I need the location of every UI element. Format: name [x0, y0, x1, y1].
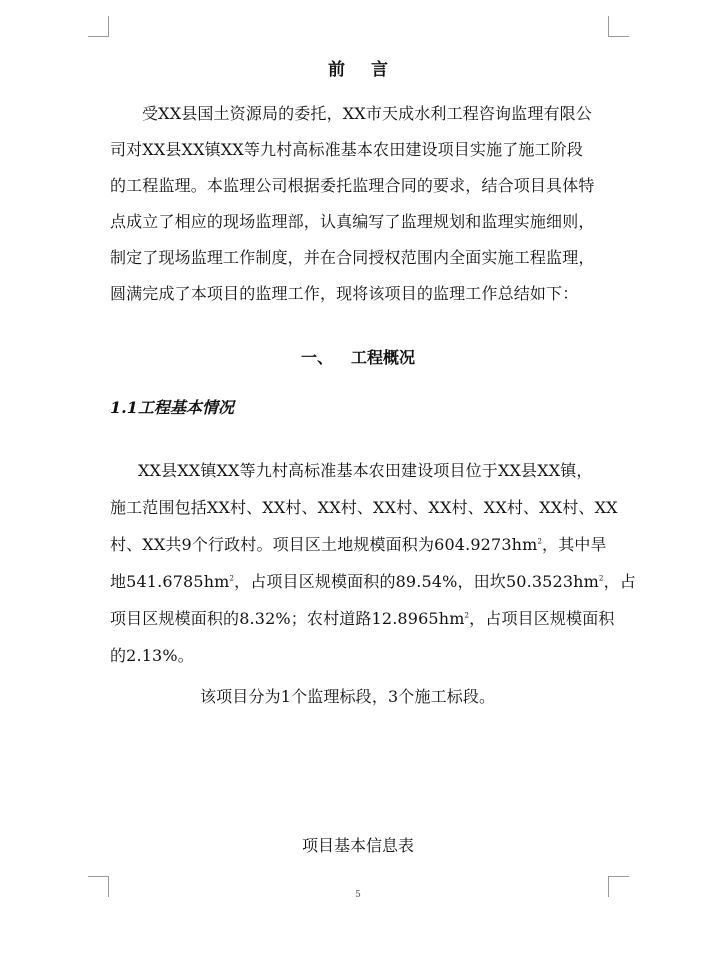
body-line-1: XX县XX镇XX等九村高标准基本农田建设项目位于XX县XX镇，	[138, 461, 593, 480]
preface-title: 前 言	[328, 60, 398, 80]
section-title: 工程概况	[351, 348, 416, 367]
preface-line-1: 受XX县国土资源局的委托，XX市天成水利工程咨询监理有限公	[142, 104, 592, 123]
preface-line-6: 圆满完成了本项目的监理工作，现将该项目的监理工作总结如下：	[110, 284, 579, 303]
body-line-3: 村、XX共9个行政村。项目区土地规模面积为$604.9273hm^2$，其中旱	[110, 535, 607, 554]
page-number: 5	[355, 890, 361, 900]
body-line-6: 的2.13%。	[110, 646, 194, 665]
body-extra-line: 该项目分为1个监理标段，3个施工标段。	[200, 687, 496, 706]
section-number: 一、	[300, 348, 333, 367]
table-title: 项目基本信息表	[301, 836, 414, 855]
preface-line-5: 制定了现场监理工作制度，并在合同授权范围内全面实施工程监理，	[110, 248, 595, 267]
crop-mark-top-left	[88, 16, 109, 37]
crop-mark-top-right	[608, 16, 629, 37]
preface-line-3: 的工程监理。本监理公司根据委托监理合同的要求，结合项目具体特	[110, 176, 595, 195]
subsection-heading-1-1: 1.1工程基本情况	[110, 398, 234, 417]
section-heading-1	[0, 345, 716, 368]
preface-line-4: 点成立了相应的现场监理部，认真编写了监理规划和监理实施细则，	[110, 212, 595, 231]
preface-line-2: 司对XX县XX镇XX等九村高标准基本农田建设项目实施了施工阶段	[110, 140, 583, 159]
body-line-2: 施工范围包括XX村、XX村、XX村、XX村、XX村、XX村、XX村、XX	[110, 498, 618, 517]
body-line-4: 地$541.6785hm^2$，占项目区规模面积的89.54%，田坎$50.3523hm^2$，占	[110, 572, 636, 591]
body-line-5: 项目区规模面积的8.32%；农村道路$12.8965hm^2$，占项目区规模面积	[110, 609, 615, 628]
